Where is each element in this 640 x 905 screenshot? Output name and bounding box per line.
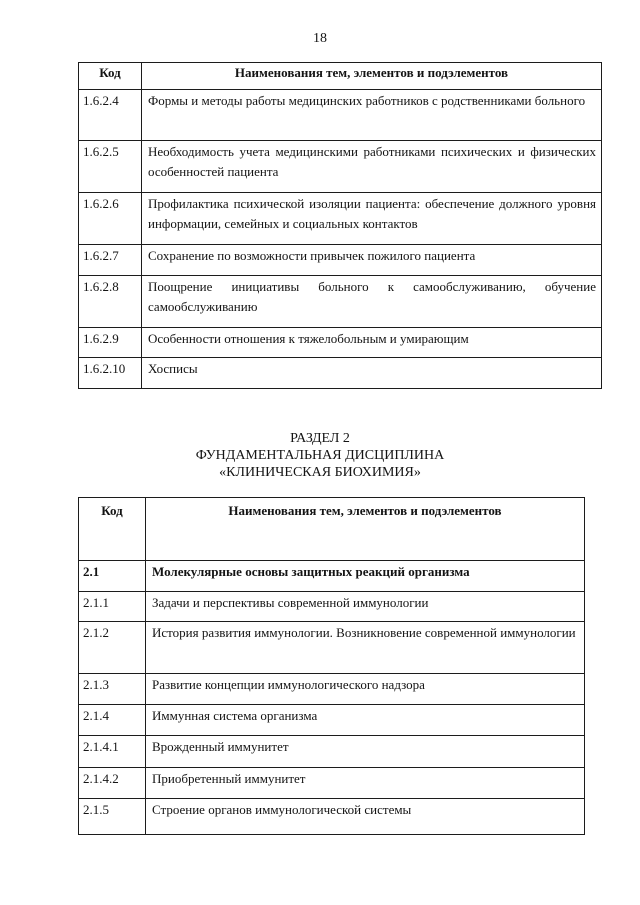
header-code: Код	[79, 63, 142, 90]
table-row	[79, 592, 585, 622]
row-code: 1.6.2.10	[79, 358, 142, 389]
table-row	[79, 193, 602, 245]
row-name: Сохранение по возможности привычек пожилого пациента	[142, 245, 602, 276]
table-row	[79, 245, 602, 276]
page-number: 18	[313, 31, 327, 46]
row-code: 2.1.5	[79, 799, 146, 835]
row-code: 1.6.2.9	[79, 328, 142, 358]
table-row	[79, 736, 585, 768]
row-name: Формы и методы работы медицинских работников с родственниками больного	[142, 90, 602, 141]
table-row	[79, 622, 585, 674]
table-row	[79, 799, 585, 835]
row-code: 2.1.4	[79, 705, 146, 736]
row-code: 2.1.4.1	[79, 736, 146, 768]
row-name: Хосписы	[142, 358, 602, 389]
row-code: 2.1.2	[79, 622, 146, 674]
row-name: Особенности отношения к тяжелобольным и умирающим	[142, 328, 602, 358]
row-name: Необходимость учета медицинскими работниками психических и физических особенностей пациента	[142, 141, 602, 193]
section-discipline-type: ФУНДАМЕНТАЛЬНАЯ ДИСЦИПЛИНА	[195, 448, 445, 463]
row-code: 1.6.2.8	[79, 276, 142, 328]
row-code: 1.6.2.4	[79, 90, 142, 141]
row-name: Задачи и перспективы современной иммунологии	[146, 592, 585, 622]
topics-table-1	[78, 62, 602, 389]
table-header-row	[79, 63, 602, 90]
table-header-row	[79, 498, 585, 561]
header-name: Наименования тем, элементов и подэлементов	[146, 498, 585, 561]
section-discipline-name: «КЛИНИЧЕСКАЯ БИОХИМИЯ»	[219, 465, 421, 480]
row-code: 2.1	[79, 561, 146, 592]
row-name: Профилактика психической изоляции пациента: обеспечение должного уровня информации, семейных и социальных контактов	[142, 193, 602, 245]
topics-table-2	[78, 497, 585, 835]
row-name: Строение органов иммунологической системы	[146, 799, 585, 835]
section-heading	[140, 430, 500, 481]
row-name: Врожденный иммунитет	[146, 736, 585, 768]
row-code: 2.1.4.2	[79, 768, 146, 799]
table-row	[79, 358, 602, 389]
table-row	[79, 768, 585, 799]
row-code: 2.1.3	[79, 674, 146, 705]
table-row	[79, 141, 602, 193]
row-code: 1.6.2.5	[79, 141, 142, 193]
table-row	[79, 276, 602, 328]
table-row	[79, 705, 585, 736]
row-name: Приобретенный иммунитет	[146, 768, 585, 799]
row-name: История развития иммунологии. Возникновение современной иммунологии	[146, 622, 585, 674]
row-code: 2.1.1	[79, 592, 146, 622]
row-name: Поощрение инициативы больного к самообслуживанию, обучение самообслуживанию	[142, 276, 602, 328]
table-row	[79, 674, 585, 705]
row-code: 1.6.2.6	[79, 193, 142, 245]
section-number: РАЗДЕЛ 2	[290, 431, 350, 446]
row-name: Развитие концепции иммунологического надзора	[146, 674, 585, 705]
row-name: Молекулярные основы защитных реакций организма	[146, 561, 585, 592]
header-code: Код	[79, 498, 146, 561]
table-row	[79, 328, 602, 358]
row-name: Иммунная система организма	[146, 705, 585, 736]
header-name: Наименования тем, элементов и подэлементов	[142, 63, 602, 90]
table-row	[79, 90, 602, 141]
table-row	[79, 561, 585, 592]
row-code: 1.6.2.7	[79, 245, 142, 276]
